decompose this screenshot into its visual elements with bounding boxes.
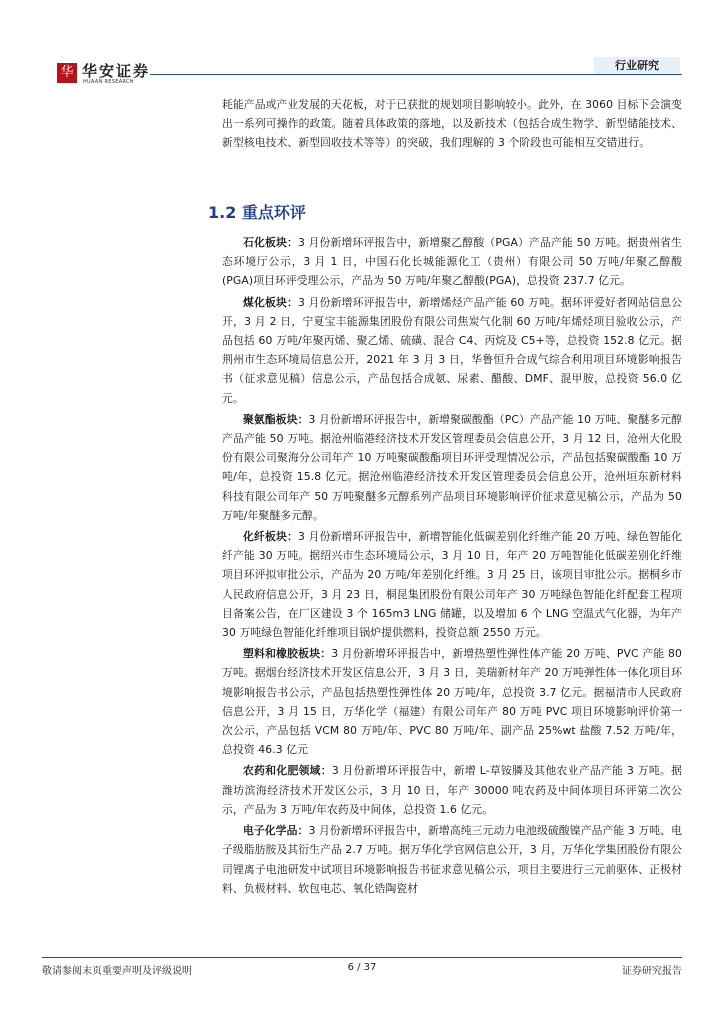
paragraph — [222, 293, 682, 408]
paragraph-text: 3 月份新增环评报告中，新增聚乙醇酸（PGA）产品产能 50 万吨。据贵州省生态环境厅公示，3 月 1 日，中国石化长城能源化工（贵州）有限公司 50 万吨/年聚乙醇酸(PGA)项目环评受理公示，产品为 50 万吨/年聚乙醇酸(PGA)，总投资 237.7 亿元。 — [222, 236, 682, 288]
report-type-tag: 行业研究 — [594, 57, 680, 74]
logo-subtext: HUAAN RESEARCH — [83, 79, 134, 85]
paragraph-text: 3 月份新增环评报告中，新增热塑性弹性体产能 20 万吨、PVC 产能 80 万吨。据烟台经济技术开发区信息公开，3 月 3 日，美瑞新材年产 20 万吨弹性体一体化项目环境影响报告书公示，产品包括热塑性弹性体 20 万吨/年，总投资 3.7 亿元。据福清市人民政府信息公开，3 月 15 日，万华化学（福建）有限公司年产 80 万吨 PVC 项目环境影响评价第一次公示，产品包括 VCM 80 万吨/年、PVC 80 万吨/年、副产品 25%wt 盐酸 7.52 万吨/年，总投资 46.3 亿元 — [222, 647, 682, 757]
paragraph-lead: 电子化学品： — [243, 824, 309, 838]
section-number: 1.2 — [208, 203, 237, 222]
paragraph-text: 3 月份新增环评报告中，新增 L-草铵膦及其他农业产品产能 3 万吨。据潍坊滨海经济技术开发区公示，3 月 10 日，年产 30000 吨农药及中间体项目环评第二次公示，产品为 3 万吨/年农药及中间体，总投资 1.6 亿元。 — [222, 764, 682, 816]
paragraph-lead: 塑料和橡胶板块： — [243, 647, 332, 661]
paragraph-lead: 化纤板块： — [243, 530, 299, 544]
logo-mark: 华 — [57, 63, 77, 83]
paragraph-text: 3 月份新增环评报告中，新增智能化低碳差别化纤维产能 20 万吨、绿色智能化纤产能 30 万吨。据绍兴市生态环境局公示，3 月 10 日，年产 20 万吨智能化低碳差别化纤维项目环评拟审批公示，产品为 20 万吨/年差别化纤维。3 月 25 日，该项目审批公示。据桐乡市人民政府信息公开，3 月 23 日，桐昆集团股份有限公司年产 30 万吨绿色智能化纤配套工程项目备案公告，在厂区建设 3 个 165m3 LNG 储罐，以及增加 6 个 LNG 空温式气化器，为年产 30 万吨绿色智能化纤维项目锅炉提供燃料，投资总额 2550 万元。 — [222, 530, 683, 640]
section-heading — [208, 200, 306, 223]
paragraph-lead: 农药和化肥领域： — [243, 764, 332, 778]
page-header — [0, 0, 724, 90]
paragraph-lead: 石化板块： — [243, 236, 298, 249]
intro-paragraph: 耗能产品或产业发展的天花板，对于已获批的规划项目影响较小。此外，在 3060 目标下会演变出一系列可操作的政策。随着具体政策的落地，以及新技术（包括合成生物学、新型储能技术、新型核电技术、新型回收技术等等）的突破，我们理解的 3 个阶段也可能相互交错进行。 — [222, 98, 682, 150]
paragraph — [222, 527, 682, 642]
page-number: 6 / 37 — [347, 962, 377, 973]
paragraph — [222, 821, 682, 898]
paragraph — [222, 644, 682, 759]
paragraph — [222, 233, 682, 291]
header-rule — [150, 74, 682, 75]
paragraph-text: 3 月份新增环评报告中，新增高纯三元动力电池级硫酸镍产品产能 3 万吨、电子级脂肪胺及其衍生产品 2.7 万吨。据万华化学官网信息公开，3 月，万华化学集团股份有限公司锂离子电池研发中试项目环境影响报告书征求意见稿公示，项目主要进行三元前驱体、正极材料、负极材料、软包电芯、氧化锆陶瓷材 — [222, 824, 683, 895]
logo-text: 华安证券 — [82, 62, 151, 80]
section-body — [222, 233, 682, 900]
paragraph-lead: 聚氨酯板块： — [243, 412, 309, 426]
intro-block — [222, 95, 682, 187]
footer-rule — [42, 957, 682, 958]
paragraph — [222, 410, 682, 525]
footer-report-kind: 证券研究报告 — [622, 966, 682, 977]
section-title-text: 重点环评 — [241, 203, 306, 222]
paragraph — [222, 761, 682, 819]
paragraph-lead: 煤化板块： — [243, 295, 299, 309]
paragraph-text: 3 月份新增环评报告中，新增聚碳酸酯（PC）产品产能 10 万吨、聚醚多元醇产品产能 50 万吨。据沧州临港经济技术开发区管理委员会信息公开，3 月 12 日，沧州大化股份有限公司聚海分公司年产 10 万吨聚碳酸酯项目环评受理情况公示，产品包括聚碳酸酯 10 万吨/年，总投资 15.8 亿元。据沧州临港经济技术开发区管理委员会信息公开，沧州垣东新材料科技有限公司年产 50 万吨聚醚多元醇系列产品项目环境影响评价征求意见稿公示，产品为 50 万吨/年聚醚多元醇。 — [222, 412, 682, 522]
paragraph-text: 3 月份新增环评报告中，新增烯烃产品产能 60 万吨。据环评爱好者网站信息公开，3 月 2 日，宁夏宝丰能源集团股份有限公司焦炭气化制 60 万吨/年烯烃项目验收公示，产品包括 60 万吨/年聚丙烯、聚乙烯、硫磺、混合 C4、丙烷及 C5+等，总投资 152.8 亿元。据荆州市生态环境局信息公开，2021 年 3 月 3 日，华鲁恒升合成气综合利用项目环境影响报告书（征求意见稿）信息公示，产品包括合成氨、尿素、醋酸、DMF、混甲胺，总投资 56.0 亿元。 — [222, 295, 683, 405]
footer-disclaimer: 敬请参阅末页重要声明及评级说明 — [42, 966, 192, 977]
